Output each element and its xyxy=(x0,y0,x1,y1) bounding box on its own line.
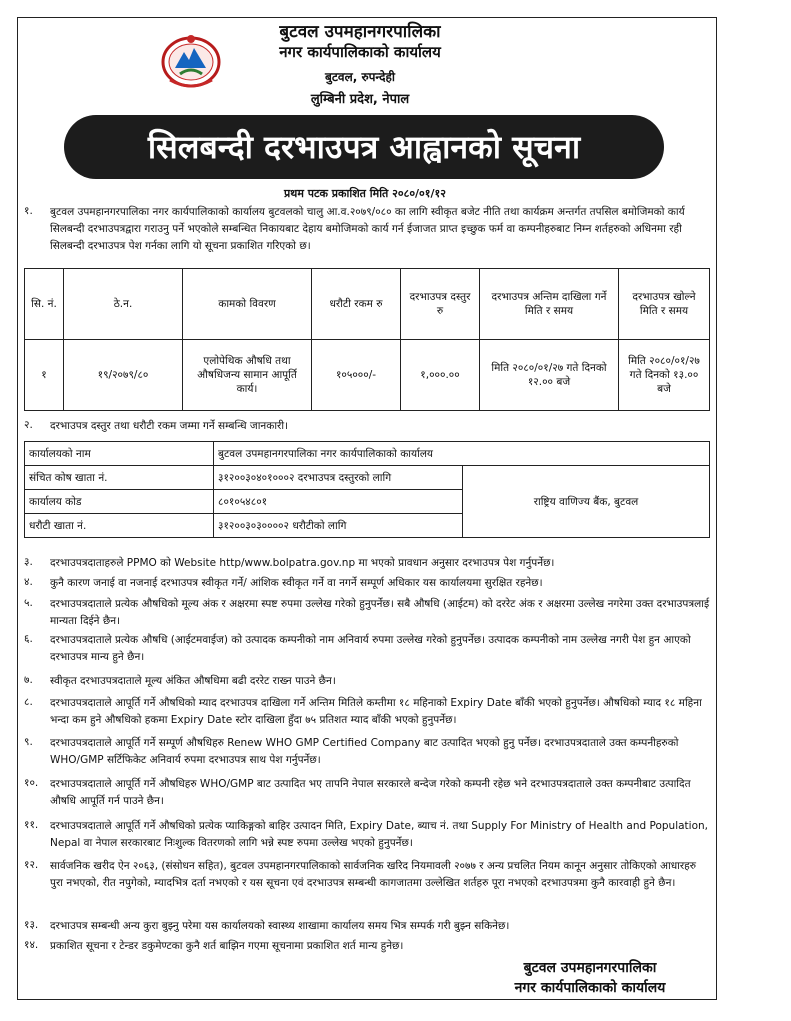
condition-number: ७. xyxy=(24,674,33,686)
intro-number: १. xyxy=(24,205,33,217)
info-label: धरौटी खाता नं. xyxy=(25,514,214,538)
table-cell: १ xyxy=(25,340,64,411)
info-value: बुटवल उपमहानगरपालिका नगर कार्यपालिकाको कार्यालय xyxy=(214,442,710,466)
condition-number: ६. xyxy=(24,633,33,645)
condition-text: दरभाउपत्रदाताले आपूर्ति गर्ने औषधिको म्याद दरभाउपत्र दाखिला गर्ने अन्तिम मितिले कम्तीमा १८ महिनाको Expiry Date बाँकी भएको हुनुपर्नेछ। औषधिको म्याद १८ महिना भन्दा कम हुने औषधिको हकमा Expiry Date स्टोर दाखिला हुँदा ७५ प्रतिशत म्याद बाँकी भएको हुनुपर्नेछ। xyxy=(50,697,702,726)
table-cell: एलोपेथिक औषधि तथा औषधिजन्य सामान आपूर्ति कार्य। xyxy=(183,340,312,411)
condition-number: ९. xyxy=(24,736,33,748)
table-cell: १९/२०७९/८० xyxy=(64,340,183,411)
bank-name: राष्ट्रिय वाणिज्य बैंक, बुटवल xyxy=(463,466,710,538)
office-name: नगर कार्यपालिकाको कार्यालय xyxy=(279,43,441,61)
info-value: ३१२००३०३००००२ धरौटीको लागि xyxy=(214,514,463,538)
condition-number: ५. xyxy=(24,597,33,609)
info-label: कार्यालयको नाम xyxy=(25,442,214,466)
deposit-info-table xyxy=(24,441,710,538)
condition-number: ३. xyxy=(24,556,33,568)
column-header: दरभाउपत्र अन्तिम दाखिला गर्ने मिति र समय xyxy=(480,269,619,340)
column-header: कामको विवरण xyxy=(183,269,312,340)
signature-office: नगर कार्यपालिकाको कार्यालय xyxy=(514,980,666,996)
condition-number: ८. xyxy=(24,696,33,708)
section-number: २. xyxy=(24,419,33,431)
column-header: दरभाउपत्र दस्तुर रु xyxy=(401,269,480,340)
info-label: संचित कोष खाता नं. xyxy=(25,466,214,490)
column-header: सि. नं. xyxy=(25,269,64,340)
table-cell: १०५०००/- xyxy=(312,340,401,411)
tender-table-header-row xyxy=(25,269,710,340)
table-cell: १,०००.०० xyxy=(401,340,480,411)
condition-number: ४. xyxy=(24,576,33,588)
signature-municipality: बुटवल उपमहानगरपालिका xyxy=(523,960,657,976)
publication-date: प्रथम पटक प्रकाशित मिति २०८०/०१/१२ xyxy=(284,187,446,200)
nepal-government-emblem-icon xyxy=(158,30,224,90)
column-header: ठे.न. xyxy=(64,269,183,340)
column-header: दरभाउपत्र खोल्ने मिति र समय xyxy=(619,269,710,340)
tender-table xyxy=(24,268,710,411)
condition-number: १२. xyxy=(24,859,39,871)
office-province: लुम्बिनी प्रदेश, नेपाल xyxy=(310,92,410,107)
table-cell: मिति २०८०/०१/२७ गते दिनको १३.०० बजे xyxy=(619,340,710,411)
condition-text: सार्वजनिक खरीद ऐन २०६३, (संसोधन सहित), बुटवल उपमहानगरपालिकाको सार्वजनिक खरिद नियमावली २०७७ र अन्य प्रचलित नियम कानून अनुसार तोकिएको आधारहरु पुरा नभएको, रीत नपुगेको, म्यादभित्र दर्ता नभएको र यस सूचना एवं दरभाउपत्र सम्बन्धी कागजातमा उल्लेखित शर्तहरु पूरा नभएको दरभाउपत्रमा कुनै कारवाही हुने छैन। xyxy=(50,860,697,889)
table-row xyxy=(25,466,710,490)
info-value: ३१२००३०४०१०००२ दरभाउपत्र दस्तुरको लागि xyxy=(214,466,463,490)
column-header: धरौटी रकम रु xyxy=(312,269,401,340)
condition-text: दरभाउपत्रदाताले आपूर्ति गर्ने सम्पूर्ण औषधिहरु Renew WHO GMP Certified Company बाट उत्पादित भएको हुनु पर्नेछ। दरभाउपत्रदाताले उक्त कम्पनीहरुको WHO/GMP सर्टिफिकेट अनिवार्य रुपमा दरभाउपत्र साथ पेश गर्नुपर्नेछ। xyxy=(50,737,679,766)
intro-paragraph: बुटवल उपमहानगरपालिका नगर कार्यपालिकाको कार्यालय बुटवलको चालु आ.व.२०७९/०८० का लागि स्वीकृत बजेट नीति तथा कार्यक्रम अन्तर्गत तपसिल बमोजिमको कार्य सिलबन्दी दरभाउपत्रद्वारा गराउनु पर्ने भएकोले सम्बन्धित निकायबाट देहाय बमोजिमको कार्य गर्न ईजाजत प्राप्त इच्छुक फर्म वा कम्पनीहरुबाट निम्न शर्तहरुको अधिनमा रही सिलबन्दी दरभाउपत्र पेश गर्नका लागि यो सूचना प्रकाशित गरिएको छ। xyxy=(50,206,685,252)
condition-text: दरभाउपत्र सम्बन्धी अन्य कुरा बुझ्नु परेमा यस कार्यालयको स्वास्थ्य शाखामा कार्यालय समय भित्र सम्पर्क गरी बुझ्न सकिनेछ। xyxy=(50,920,510,932)
condition-text: दरभाउपत्रदाताले आपूर्ति गर्ने औषधिहरु WHO/GMP बाट उत्पादित भए तापनि नेपाल सरकारले बन्देज गरेको कम्पनी रहेछ भने दरभाउपत्रदाताले उक्त कम्पनीबाट उत्पादित औषधि आपूर्ति गर्न पाउने छैन। xyxy=(50,778,691,807)
office-location: बुटवल, रुपन्देही xyxy=(325,70,395,84)
info-label: कार्यालय कोड xyxy=(25,490,214,514)
condition-number: १०. xyxy=(24,777,39,789)
condition-text: स्वीकृत दरभाउपत्रदाताले मूल्य अंकित औषधिमा बढी दररेट राख्न पाउने छैन। xyxy=(50,675,336,687)
section-heading: दरभाउपत्र दस्तुर तथा धरौटी रकम जम्मा गर्ने सम्बन्धि जानकारी। xyxy=(50,420,289,432)
municipality-name: बुटवल उपमहानगरपालिका xyxy=(279,22,441,42)
table-cell: मिति २०८०/०१/२७ गते दिनको १२.०० बजे xyxy=(480,340,619,411)
info-value: ८०१०५४८०१ xyxy=(214,490,463,514)
table-row xyxy=(25,340,710,411)
condition-text: प्रकाशित सूचना र टेन्डर डकुमेण्टका कुनै शर्त बाझिन गएमा सूचनामा प्रकाशित शर्त मान्य हुनेछ। xyxy=(50,940,404,952)
condition-text: दरभाउपत्रदाताले प्रत्येक औषधिको मूल्य अंक र अक्षरमा स्पष्ट रुपमा उल्लेख गरेको हुनुपर्नेछ। सबै औषधि (आईटम) को दररेट अंक र अक्षरमा उल्लेख नगरेमा उक्त दरभाउपत्रलाई मान्यता दिईने छैन। xyxy=(50,598,710,627)
condition-text: दरभाउपत्रदाताले प्रत्येक औषधि (आईटमवाईज) को उत्पादक कम्पनीको नाम अनिवार्य रुपमा उल्लेख गरेको हुनुपर्नेछ। उत्पादक कम्पनीको नाम उल्लेख नगरी पेश हुन आएको दरभाउपत्र मान्य हुने छैन। xyxy=(50,634,691,663)
condition-text: कुनै कारण जनाई वा नजनाई दरभाउपत्र स्वीकृत गर्ने/ आंशिक स्वीकृत गर्ने वा नगर्ने सम्पूर्ण अधिकार यस कार्यालयमा सुरक्षित रहनेछ। xyxy=(50,577,543,589)
condition-number: १३. xyxy=(24,919,39,931)
condition-number: १४. xyxy=(24,939,39,951)
condition-text: दरभाउपत्रदाताहरुले PPMO को Website http/www.bolpatra.gov.np मा भएको प्रावधान अनुसार दरभाउपत्र पेश गर्नुपर्नेछ। xyxy=(50,557,555,569)
table-row xyxy=(25,442,710,466)
condition-text: दरभाउपत्रदाताले आपूर्ति गर्ने औषधिको प्रत्येक प्याकिङ्गको बाहिर उत्पादन मिति, Expiry Date, ब्याच नं. तथा Supply For Ministry of Health and Population, Nepal वा नेपाल सरकारबाट निःशुल्क वितरणको लागि भन्ने स्पष्ट रुपमा उल्लेख भएको हुनुपर्नेछ। xyxy=(50,820,709,849)
condition-number: ११. xyxy=(24,819,39,831)
notice-title: सिलबन्दी दरभाउपत्र आह्वानको सूचना xyxy=(64,115,664,179)
